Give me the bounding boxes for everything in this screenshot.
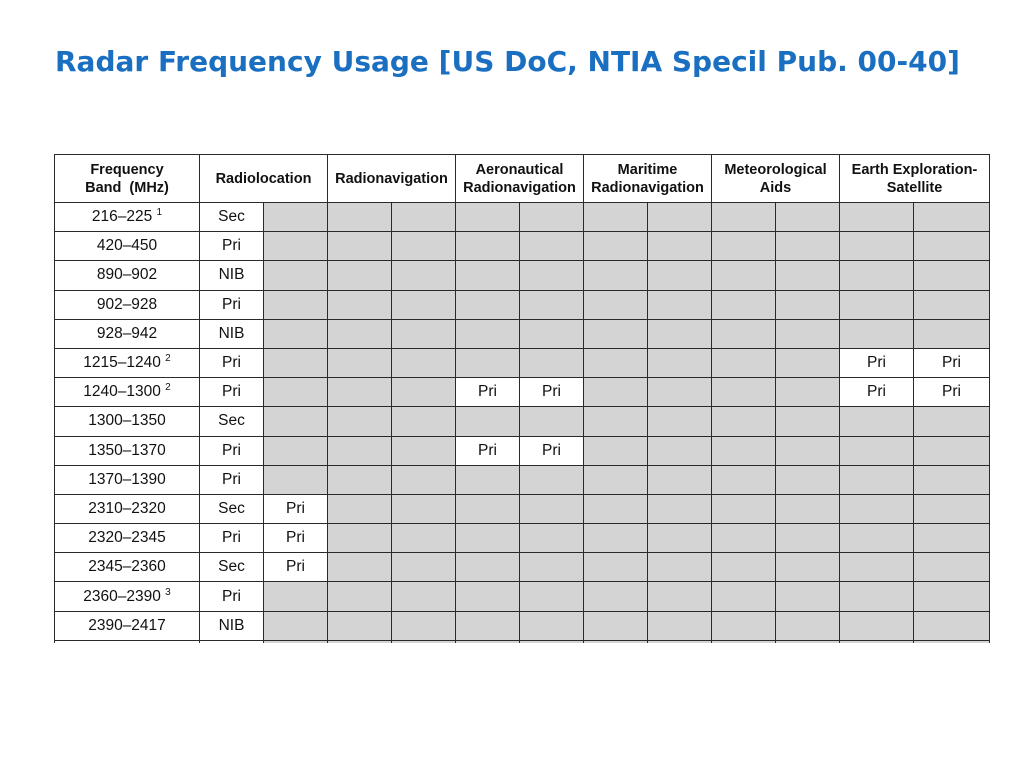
shaded-cell [776, 582, 840, 611]
shaded-cell [584, 232, 648, 261]
shaded-cell [840, 261, 914, 290]
shaded-cell [328, 611, 392, 640]
table-row [55, 611, 990, 640]
header-meteorological-aids: Meteorological Aids [712, 155, 840, 203]
shaded-cell [776, 494, 840, 523]
shaded-cell [392, 524, 456, 553]
shaded-cell [520, 582, 584, 611]
shaded-cell [328, 348, 392, 377]
shaded-cell [264, 348, 328, 377]
shaded-cell [776, 348, 840, 377]
shaded-cell [776, 203, 840, 232]
frequency-band-cell: 2360–2390 $^3$ [55, 582, 200, 611]
allocation-cell: Pri [456, 378, 520, 407]
allocation-cell: Pri [840, 378, 914, 407]
shaded-cell [776, 407, 840, 436]
shaded-cell [328, 261, 392, 290]
shaded-cell [520, 465, 584, 494]
shaded-cell [456, 203, 520, 232]
shaded-cell [328, 436, 392, 465]
shaded-cell [840, 611, 914, 640]
shaded-cell [840, 553, 914, 582]
radiolocation-status-cell: Pri [200, 378, 264, 407]
shaded-cell [840, 465, 914, 494]
shaded-cell [712, 203, 776, 232]
footnote-marker: 1 [156, 207, 163, 219]
shaded-cell [456, 319, 520, 348]
shaded-cell [776, 290, 840, 319]
shaded-cell [584, 203, 648, 232]
frequency-band-cell: 2345–2360 [55, 553, 200, 582]
table-continuation-edge [55, 640, 990, 643]
shaded-cell [648, 290, 712, 319]
shaded-cell [584, 436, 648, 465]
continuation-cell [55, 640, 200, 643]
footnote-marker: 3 [165, 586, 171, 598]
frequency-band-cell: 890–902 [55, 261, 200, 290]
shaded-cell [456, 582, 520, 611]
shaded-cell [392, 465, 456, 494]
shaded-cell [520, 553, 584, 582]
shaded-cell [914, 290, 990, 319]
shaded-cell [264, 378, 328, 407]
shaded-cell [712, 553, 776, 582]
shaded-cell [648, 232, 712, 261]
shaded-cell [712, 494, 776, 523]
shaded-cell [392, 232, 456, 261]
shaded-cell [648, 407, 712, 436]
shaded-cell [584, 407, 648, 436]
allocation-cell: Pri [520, 436, 584, 465]
shaded-cell [392, 319, 456, 348]
shaded-cell [914, 436, 990, 465]
continuation-cell [584, 640, 648, 643]
allocation-cell: Pri [456, 436, 520, 465]
shaded-cell [456, 232, 520, 261]
shaded-cell [776, 232, 840, 261]
shaded-cell [328, 524, 392, 553]
header-maritime-radionavigation: Maritime Radionavigation [584, 155, 712, 203]
shaded-cell [264, 582, 328, 611]
shaded-cell [840, 582, 914, 611]
shaded-cell [648, 261, 712, 290]
table-body [55, 203, 990, 643]
shaded-cell [264, 407, 328, 436]
shaded-cell [712, 290, 776, 319]
radiolocation-status-cell: NIB [200, 319, 264, 348]
shaded-cell [712, 582, 776, 611]
shaded-cell [712, 611, 776, 640]
table-row [55, 553, 990, 582]
shaded-cell [584, 290, 648, 319]
table-row [55, 290, 990, 319]
shaded-cell [712, 524, 776, 553]
shaded-cell [584, 553, 648, 582]
shaded-cell [712, 261, 776, 290]
shaded-cell [328, 232, 392, 261]
shaded-cell [392, 348, 456, 377]
shaded-cell [776, 261, 840, 290]
shaded-cell [328, 203, 392, 232]
frequency-band-cell: 2310–2320 [55, 494, 200, 523]
footnote-marker: 2 [165, 382, 171, 394]
frequency-band-cell: 1240–1300 $^2$ [55, 378, 200, 407]
shaded-cell [328, 407, 392, 436]
shaded-cell [776, 524, 840, 553]
shaded-cell [264, 203, 328, 232]
shaded-cell [328, 553, 392, 582]
continuation-cell [328, 640, 392, 643]
shaded-cell [914, 319, 990, 348]
radiolocation-status-cell: Sec [200, 203, 264, 232]
shaded-cell [584, 611, 648, 640]
radiolocation-status-cell: Pri [200, 348, 264, 377]
shaded-cell [392, 553, 456, 582]
shaded-cell [840, 407, 914, 436]
shaded-cell [648, 611, 712, 640]
frequency-band-cell: 2390–2417 [55, 611, 200, 640]
shaded-cell [520, 348, 584, 377]
shaded-cell [712, 465, 776, 494]
shaded-cell [648, 524, 712, 553]
shaded-cell [648, 319, 712, 348]
shaded-cell [392, 494, 456, 523]
frequency-band-cell: 1350–1370 [55, 436, 200, 465]
shaded-cell [392, 611, 456, 640]
shaded-cell [328, 378, 392, 407]
shaded-cell [840, 232, 914, 261]
shaded-cell [520, 611, 584, 640]
continuation-cell [914, 640, 990, 643]
shaded-cell [520, 203, 584, 232]
shaded-cell [648, 378, 712, 407]
allocation-cell: Pri [840, 348, 914, 377]
shaded-cell [264, 319, 328, 348]
table-row [55, 582, 990, 611]
shaded-cell [776, 611, 840, 640]
shaded-cell [648, 348, 712, 377]
radiolocation-status-cell: Pri [200, 232, 264, 261]
allocation-cell: Pri [914, 348, 990, 377]
shaded-cell [456, 524, 520, 553]
shaded-cell [456, 261, 520, 290]
continuation-cell [520, 640, 584, 643]
shaded-cell [392, 582, 456, 611]
shaded-cell [914, 494, 990, 523]
radiolocation-status-cell: Pri [200, 436, 264, 465]
shaded-cell [264, 290, 328, 319]
shaded-cell [392, 261, 456, 290]
frequency-band-cell: 2320–2345 [55, 524, 200, 553]
shaded-cell [840, 524, 914, 553]
continuation-cell [264, 640, 328, 643]
shaded-cell [712, 436, 776, 465]
table-row [55, 203, 990, 232]
frequency-band-cell: 1370–1390 [55, 465, 200, 494]
shaded-cell [840, 319, 914, 348]
shaded-cell [840, 494, 914, 523]
shaded-cell [776, 436, 840, 465]
shaded-cell [392, 203, 456, 232]
frequency-band-cell: 1300–1350 [55, 407, 200, 436]
frequency-band-cell: 902–928 [55, 290, 200, 319]
shaded-cell [584, 524, 648, 553]
shaded-cell [648, 553, 712, 582]
continuation-cell [456, 640, 520, 643]
shaded-cell [264, 611, 328, 640]
shaded-cell [456, 407, 520, 436]
shaded-cell [914, 407, 990, 436]
shaded-cell [648, 436, 712, 465]
shaded-cell [648, 582, 712, 611]
table-row [55, 465, 990, 494]
frequency-band-cell: 420–450 [55, 232, 200, 261]
shaded-cell [914, 261, 990, 290]
radiolocation-status-cell: Pri [200, 290, 264, 319]
shaded-cell [328, 319, 392, 348]
shaded-cell [776, 378, 840, 407]
shaded-cell [520, 319, 584, 348]
shaded-cell [584, 319, 648, 348]
radiolocation-status-cell: Pri [200, 524, 264, 553]
shaded-cell [456, 494, 520, 523]
shaded-cell [914, 232, 990, 261]
table-row [55, 524, 990, 553]
table-row [55, 494, 990, 523]
slide-title: Radar Frequency Usage [US DoC, NTIA Specil Pub. 00-40] [55, 45, 960, 78]
radiolocation-status-cell: Sec [200, 494, 264, 523]
shaded-cell [264, 436, 328, 465]
shaded-cell [456, 465, 520, 494]
shaded-cell [840, 290, 914, 319]
shaded-cell [712, 378, 776, 407]
shaded-cell [456, 348, 520, 377]
table-row [55, 436, 990, 465]
table-row [55, 232, 990, 261]
allocation-cell: Pri [520, 378, 584, 407]
allocation-cell: Pri [264, 494, 328, 523]
shaded-cell [328, 290, 392, 319]
continuation-cell [712, 640, 776, 643]
shaded-cell [520, 524, 584, 553]
shaded-cell [648, 203, 712, 232]
table-row [55, 378, 990, 407]
shaded-cell [914, 553, 990, 582]
table-row [55, 348, 990, 377]
allocation-cell: Pri [264, 553, 328, 582]
continuation-cell [840, 640, 914, 643]
radiolocation-status-cell: Pri [200, 582, 264, 611]
shaded-cell [914, 611, 990, 640]
radiolocation-status-cell: Pri [200, 465, 264, 494]
shaded-cell [456, 553, 520, 582]
shaded-cell [584, 494, 648, 523]
frequency-band-cell: 928–942 [55, 319, 200, 348]
shaded-cell [584, 348, 648, 377]
continuation-cell [392, 640, 456, 643]
shaded-cell [456, 611, 520, 640]
frequency-band-cell: 216–225 $^1$ [55, 203, 200, 232]
shaded-cell [648, 465, 712, 494]
header-frequency-band: Frequency Band (MHz) [55, 155, 200, 203]
shaded-cell [456, 290, 520, 319]
shaded-cell [648, 494, 712, 523]
allocation-cell: Pri [264, 524, 328, 553]
shaded-cell [520, 261, 584, 290]
shaded-cell [584, 465, 648, 494]
table-header-row [55, 155, 990, 203]
shaded-cell [712, 348, 776, 377]
shaded-cell [840, 436, 914, 465]
shaded-cell [712, 407, 776, 436]
header-aeronautical-radionavigation: Aeronautical Radionavigation [456, 155, 584, 203]
shaded-cell [392, 436, 456, 465]
shaded-cell [520, 232, 584, 261]
shaded-cell [392, 290, 456, 319]
shaded-cell [914, 465, 990, 494]
shaded-cell [520, 494, 584, 523]
shaded-cell [584, 582, 648, 611]
radiolocation-status-cell: Sec [200, 407, 264, 436]
table-row [55, 261, 990, 290]
frequency-band-cell: 1215–1240 $^2$ [55, 348, 200, 377]
allocation-cell: Pri [914, 378, 990, 407]
header-radiolocation: Radiolocation [200, 155, 328, 203]
shaded-cell [914, 203, 990, 232]
shaded-cell [520, 290, 584, 319]
shaded-cell [712, 232, 776, 261]
shaded-cell [776, 319, 840, 348]
shaded-cell [264, 261, 328, 290]
table-row [55, 319, 990, 348]
table-row [55, 407, 990, 436]
shaded-cell [328, 582, 392, 611]
shaded-cell [328, 494, 392, 523]
shaded-cell [712, 319, 776, 348]
shaded-cell [328, 465, 392, 494]
footnote-marker: 2 [165, 353, 171, 365]
shaded-cell [914, 582, 990, 611]
radiolocation-status-cell: Sec [200, 553, 264, 582]
shaded-cell [776, 553, 840, 582]
shaded-cell [840, 203, 914, 232]
radiolocation-status-cell: NIB [200, 611, 264, 640]
shaded-cell [264, 232, 328, 261]
shaded-cell [584, 378, 648, 407]
shaded-cell [392, 407, 456, 436]
continuation-cell [200, 640, 264, 643]
shaded-cell [392, 378, 456, 407]
header-earth-exploration-satellite: Earth Exploration- Satellite [840, 155, 990, 203]
continuation-cell [776, 640, 840, 643]
shaded-cell [914, 524, 990, 553]
continuation-cell [648, 640, 712, 643]
header-radionavigation: Radionavigation [328, 155, 456, 203]
shaded-cell [520, 407, 584, 436]
radiolocation-status-cell: NIB [200, 261, 264, 290]
shaded-cell [584, 261, 648, 290]
shaded-cell [776, 465, 840, 494]
shaded-cell [264, 465, 328, 494]
frequency-allocation-table [54, 154, 990, 643]
